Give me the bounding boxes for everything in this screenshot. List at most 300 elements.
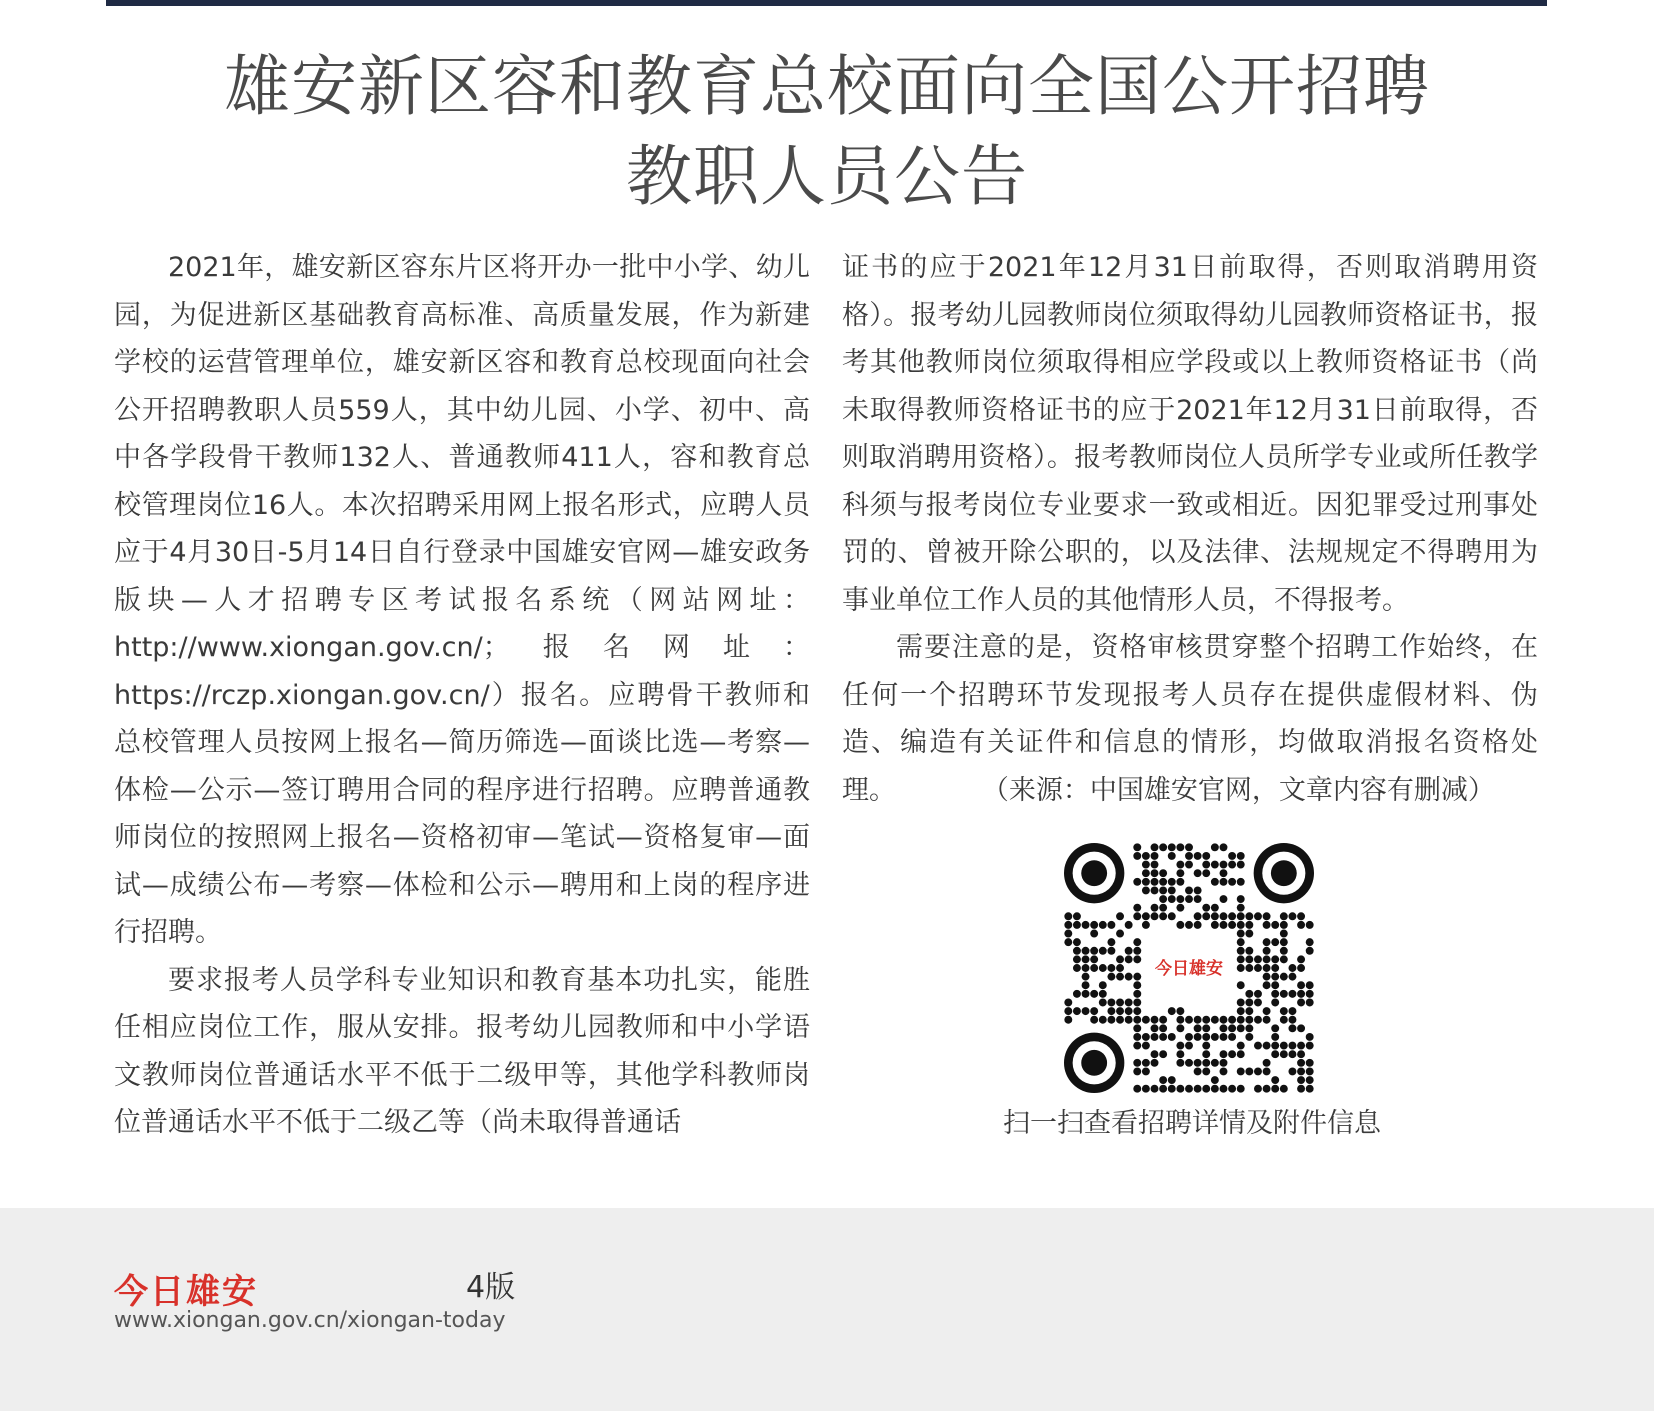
qr-dot <box>1159 895 1167 903</box>
qr-dot <box>1168 1007 1176 1015</box>
qr-dot <box>1064 1016 1072 1024</box>
qr-dot <box>1220 895 1228 903</box>
qr-dot <box>1176 1024 1184 1032</box>
qr-code[interactable] <box>1064 843 1314 1093</box>
qr-dot <box>1297 1085 1305 1093</box>
qr-dot <box>1133 1067 1141 1075</box>
qr-dot <box>1263 981 1271 989</box>
qr-dot <box>1263 912 1271 920</box>
qr-dot <box>1194 886 1202 894</box>
qr-dot <box>1142 1033 1150 1041</box>
qr-dot <box>1185 843 1193 851</box>
qr-dot <box>1297 1024 1305 1032</box>
qr-dot <box>1133 973 1141 981</box>
qr-dot <box>1133 1042 1141 1050</box>
qr-dot <box>1151 912 1159 920</box>
qr-dot <box>1306 1042 1314 1050</box>
qr-dot <box>1116 1007 1124 1015</box>
qr-dot <box>1220 843 1228 851</box>
qr-dot <box>1107 973 1115 981</box>
qr-dot <box>1194 1016 1202 1024</box>
qr-dot <box>1125 947 1133 955</box>
qr-dot <box>1271 1024 1279 1032</box>
qr-dot <box>1237 1024 1245 1032</box>
qr-dot <box>1220 912 1228 920</box>
qr-dot <box>1297 964 1305 972</box>
qr-dot <box>1263 955 1271 963</box>
qr-dot <box>1133 852 1141 860</box>
qr-dot <box>1168 886 1176 894</box>
qr-dot <box>1288 1024 1296 1032</box>
qr-dot <box>1107 921 1115 929</box>
qr-dot <box>1185 886 1193 894</box>
qr-dot <box>1116 930 1124 938</box>
qr-dot <box>1237 1050 1245 1058</box>
qr-dot <box>1125 999 1133 1007</box>
top-rule <box>106 0 1547 6</box>
qr-dot <box>1211 843 1219 851</box>
qr-dot <box>1271 938 1279 946</box>
qr-dot <box>1202 869 1210 877</box>
qr-dot <box>1168 1076 1176 1084</box>
qr-dot <box>1159 912 1167 920</box>
qr-code-graphic <box>1064 843 1314 1093</box>
qr-dot <box>1280 912 1288 920</box>
qr-dot <box>1280 973 1288 981</box>
qr-dot <box>1194 1085 1202 1093</box>
qr-dot <box>1133 843 1141 851</box>
qr-dot <box>1263 1042 1271 1050</box>
qr-dot <box>1176 921 1184 929</box>
qr-dot <box>1099 981 1107 989</box>
qr-dot <box>1297 1042 1305 1050</box>
qr-dot <box>1194 852 1202 860</box>
qr-dot <box>1082 964 1090 972</box>
qr-dot <box>1107 964 1115 972</box>
qr-dot <box>1254 1016 1262 1024</box>
paragraph-1: 2021年，雄安新区容东片区将开办一批中小学、幼儿园，为促进新区基础教育高标准、高质量发展，作为新建学校的运营管理单位，雄安新区容和教育总校现面向社会公开招聘教职人员559人，其中幼儿园、小学、初中、高中各学段骨干教师132人、普通教师411人，容和教育总校管理岗位16人。本次招聘采用网上报名形式，应聘人员应于4月30日-5月14日自行登录中国雄安官网—雄安政务版块—人才招聘专区考试报名系统（网站网址：http://www.xiongan.gov.cn/；报名网址：https://rczp.xiongan.gov.cn/）报名。应聘骨干教师和总校管理人员按网上报名—简历筛选—面谈比选—考察—体检—公示—签订聘用合同的程序进行招聘。应聘普通教师岗位的按照网上报名—资格初审—笔试—资格复审—面试—成绩公布—考察—体检和公示—聘用和上岗的程序进行招聘。 <box>114 252 810 948</box>
article-column-right <box>842 244 1538 814</box>
qr-dot <box>1168 1085 1176 1093</box>
qr-dot <box>1082 955 1090 963</box>
qr-dot <box>1237 1085 1245 1093</box>
qr-dot <box>1228 1050 1236 1058</box>
qr-dot <box>1151 1024 1159 1032</box>
qr-dot <box>1280 938 1288 946</box>
qr-dot <box>1194 912 1202 920</box>
qr-dot <box>1185 852 1193 860</box>
qr-dot <box>1168 912 1176 920</box>
qr-dot <box>1288 1016 1296 1024</box>
qr-dot <box>1220 1024 1228 1032</box>
qr-dot <box>1064 930 1072 938</box>
qr-dot <box>1107 938 1115 946</box>
qr-dot <box>1159 1076 1167 1084</box>
qr-dot <box>1090 964 1098 972</box>
qr-dot <box>1194 921 1202 929</box>
qr-dot <box>1116 912 1124 920</box>
qr-dot <box>1288 964 1296 972</box>
qr-dot <box>1263 1085 1271 1093</box>
qr-dot <box>1064 938 1072 946</box>
qr-dot <box>1185 1085 1193 1093</box>
qr-dot <box>1125 921 1133 929</box>
qr-dot <box>1159 886 1167 894</box>
qr-dot <box>1151 904 1159 912</box>
qr-dot <box>1202 1050 1210 1058</box>
qr-dot <box>1220 1050 1228 1058</box>
qr-dot <box>1082 947 1090 955</box>
qr-dot <box>1107 999 1115 1007</box>
qr-dot <box>1306 947 1314 955</box>
qr-dot <box>1151 1059 1159 1067</box>
qr-dot <box>1228 1016 1236 1024</box>
qr-dot <box>1185 1016 1193 1024</box>
qr-dot <box>1133 1007 1141 1015</box>
qr-dot <box>1090 947 1098 955</box>
qr-dot <box>1202 1085 1210 1093</box>
qr-dot <box>1254 1067 1262 1075</box>
qr-dot <box>1306 1076 1314 1084</box>
qr-dot <box>1263 1016 1271 1024</box>
qr-dot <box>1245 955 1253 963</box>
qr-dot <box>1159 843 1167 851</box>
qr-dot <box>1142 1059 1150 1067</box>
qr-dot <box>1237 878 1245 886</box>
qr-dot <box>1176 878 1184 886</box>
qr-dot <box>1245 947 1253 955</box>
qr-dot <box>1099 964 1107 972</box>
qr-dot <box>1151 861 1159 869</box>
paragraph-3 <box>842 624 1538 814</box>
qr-dot <box>1064 921 1072 929</box>
qr-dot <box>1263 938 1271 946</box>
qr-dot <box>1159 869 1167 877</box>
paragraph-2-start: 要求报考人员学科专业知识和教育基本功扎实，能胜任相应岗位工作，服从安排。报考幼儿园教师和中小学语文教师岗位普通话水平不低于二级甲等，其他学科教师岗位普通话水平不低于二级乙等（尚未取得普通话 <box>114 964 810 1138</box>
qr-dot <box>1142 886 1150 894</box>
qr-dot <box>1306 938 1314 946</box>
qr-dot <box>1263 921 1271 929</box>
qr-dot <box>1176 869 1184 877</box>
qr-dot <box>1245 999 1253 1007</box>
qr-dot <box>1237 852 1245 860</box>
qr-dot <box>1133 990 1141 998</box>
qr-dot <box>1271 1042 1279 1050</box>
qr-dot <box>1133 904 1141 912</box>
qr-dot <box>1142 912 1150 920</box>
qr-dot <box>1073 990 1081 998</box>
qr-dot <box>1064 1007 1072 1015</box>
qr-dot <box>1202 1016 1210 1024</box>
qr-dot <box>1133 999 1141 1007</box>
qr-dot <box>1228 878 1236 886</box>
qr-dot <box>1245 1016 1253 1024</box>
qr-dot <box>1099 947 1107 955</box>
qr-dot <box>1142 852 1150 860</box>
qr-dot <box>1228 1085 1236 1093</box>
qr-dot <box>1125 1007 1133 1015</box>
qr-dot <box>1168 1033 1176 1041</box>
qr-dot <box>1237 921 1245 929</box>
qr-dot <box>1194 1033 1202 1041</box>
qr-dot <box>1159 878 1167 886</box>
qr-dot <box>1237 895 1245 903</box>
qr-dot <box>1280 921 1288 929</box>
qr-dot <box>1185 895 1193 903</box>
qr-dot <box>1280 1007 1288 1015</box>
qr-dot <box>1228 852 1236 860</box>
qr-dot <box>1297 921 1305 929</box>
qr-dot <box>1090 930 1098 938</box>
qr-dot <box>1245 990 1253 998</box>
qr-dot <box>1245 1033 1253 1041</box>
qr-dot <box>1202 1033 1210 1041</box>
qr-dot <box>1288 1067 1296 1075</box>
qr-caption: 扫一扫查看招聘详情及附件信息 <box>1003 1108 1381 1139</box>
qr-dot <box>1133 1024 1141 1032</box>
qr-dot <box>1168 895 1176 903</box>
article-column-left <box>114 244 810 1147</box>
qr-dot <box>1228 1024 1236 1032</box>
qr-dot <box>1237 1007 1245 1015</box>
qr-dot <box>1151 1016 1159 1024</box>
qr-dot <box>1263 947 1271 955</box>
qr-dot <box>1168 878 1176 886</box>
qr-dot <box>1297 1067 1305 1075</box>
qr-dot <box>1125 973 1133 981</box>
qr-dot <box>1211 1033 1219 1041</box>
qr-dot <box>1271 921 1279 929</box>
qr-dot <box>1237 1042 1245 1050</box>
qr-dot <box>1133 955 1141 963</box>
qr-dot <box>1151 852 1159 860</box>
qr-dot <box>1271 1033 1279 1041</box>
paragraph-2-end: 证书的应于2021年12月31日前取得，否则取消聘用资格）。报考幼儿园教师岗位须取得幼儿园教师资格证书，报考其他教师岗位须取得相应学段或以上教师资格证书（尚未取得教师资格证书的应于2021年12月31日前取得，否则取消聘用资格）。报考教师岗位人员所学专业或所任教学科须与报考岗位专业要求一致或相近。因犯罪受过刑事处罚的、曾被开除公职的，以及法律、法规规定不得聘用为事业单位工作人员的其他情形人员，不得报考。 <box>842 252 1538 616</box>
qr-finder-pattern <box>1081 1050 1107 1076</box>
qr-dot <box>1271 1050 1279 1058</box>
qr-dot <box>1288 912 1296 920</box>
qr-dot <box>1306 1059 1314 1067</box>
qr-dot <box>1263 1007 1271 1015</box>
qr-dot <box>1142 878 1150 886</box>
qr-dot <box>1237 1067 1245 1075</box>
footer-url[interactable]: www.xiongan.gov.cn/xiongan-today <box>114 1308 506 1333</box>
qr-dot <box>1107 1016 1115 1024</box>
qr-dot <box>1099 990 1107 998</box>
title-line-2: 教职人员公告 <box>626 138 1028 215</box>
qr-dot <box>1237 861 1245 869</box>
qr-dot <box>1082 981 1090 989</box>
qr-dot <box>1245 921 1253 929</box>
qr-dot <box>1228 912 1236 920</box>
qr-dot <box>1090 1007 1098 1015</box>
qr-dot <box>1202 852 1210 860</box>
qr-dot <box>1125 1016 1133 1024</box>
qr-dot <box>1090 990 1098 998</box>
qr-dot <box>1194 1024 1202 1032</box>
qr-dot <box>1176 1085 1184 1093</box>
qr-dot <box>1090 1016 1098 1024</box>
qr-dot <box>1073 938 1081 946</box>
qr-dot <box>1151 869 1159 877</box>
qr-dot <box>1107 1007 1115 1015</box>
qr-dot <box>1073 1007 1081 1015</box>
qr-dot <box>1288 1042 1296 1050</box>
qr-dot <box>1151 878 1159 886</box>
qr-dot <box>1211 1059 1219 1067</box>
qr-dot <box>1064 999 1072 1007</box>
qr-dot <box>1082 921 1090 929</box>
footer <box>0 1208 1654 1411</box>
qr-dot <box>1168 843 1176 851</box>
qr-dot <box>1185 921 1193 929</box>
qr-dot <box>1176 843 1184 851</box>
qr-dot <box>1211 878 1219 886</box>
qr-dot <box>1211 921 1219 929</box>
qr-dot <box>1297 990 1305 998</box>
qr-dot <box>1211 861 1219 869</box>
qr-dot <box>1271 999 1279 1007</box>
qr-dot <box>1271 955 1279 963</box>
qr-dot <box>1245 1067 1253 1075</box>
qr-dot <box>1237 904 1245 912</box>
qr-dot <box>1142 1016 1150 1024</box>
qr-dot <box>1271 973 1279 981</box>
qr-dot <box>1220 869 1228 877</box>
qr-dot <box>1211 1016 1219 1024</box>
qr-dot <box>1211 904 1219 912</box>
qr-dot <box>1133 878 1141 886</box>
qr-dot <box>1288 1050 1296 1058</box>
qr-dot <box>1073 955 1081 963</box>
qr-dot <box>1280 947 1288 955</box>
source-note <box>896 775 982 806</box>
qr-dot <box>1237 981 1245 989</box>
edition-label: 4版 <box>466 1270 516 1305</box>
qr-dot <box>1297 912 1305 920</box>
qr-dot <box>1116 1016 1124 1024</box>
page-title <box>0 42 1654 222</box>
qr-dot <box>1288 973 1296 981</box>
qr-dot <box>1211 1085 1219 1093</box>
qr-dot <box>1306 999 1314 1007</box>
qr-dot <box>1133 1085 1141 1093</box>
qr-dot <box>1220 1085 1228 1093</box>
qr-dot <box>1159 904 1167 912</box>
qr-dot <box>1151 1033 1159 1041</box>
qr-dot <box>1220 921 1228 929</box>
qr-dot <box>1176 904 1184 912</box>
qr-dot <box>1099 921 1107 929</box>
qr-dot <box>1245 930 1253 938</box>
qr-dot <box>1245 1024 1253 1032</box>
qr-dot <box>1263 1067 1271 1075</box>
qr-dot <box>1116 964 1124 972</box>
qr-dot <box>1306 921 1314 929</box>
qr-dot <box>1297 1050 1305 1058</box>
qr-dot <box>1082 973 1090 981</box>
qr-dot <box>1237 912 1245 920</box>
qr-dot <box>1151 843 1159 851</box>
qr-dot <box>1202 1067 1210 1075</box>
qr-dot <box>1133 938 1141 946</box>
qr-dot <box>1142 1042 1150 1050</box>
qr-dot <box>1254 912 1262 920</box>
qr-logo-text: 今日雄安 <box>1155 959 1223 979</box>
qr-dot <box>1151 1050 1159 1058</box>
qr-dot <box>1202 912 1210 920</box>
qr-dot <box>1254 1085 1262 1093</box>
qr-dot <box>1142 861 1150 869</box>
qr-dot <box>1090 921 1098 929</box>
qr-dot <box>1280 1050 1288 1058</box>
qr-dot <box>1211 912 1219 920</box>
qr-dot <box>1194 869 1202 877</box>
qr-dot <box>1297 981 1305 989</box>
qr-dot <box>1090 955 1098 963</box>
qr-dot <box>1142 921 1150 929</box>
qr-dot <box>1142 869 1150 877</box>
qr-dot <box>1306 1067 1314 1075</box>
qr-dot <box>1159 1085 1167 1093</box>
qr-dot <box>1142 1085 1150 1093</box>
qr-dot <box>1202 1024 1210 1032</box>
qr-dot <box>1185 1033 1193 1041</box>
qr-dot <box>1082 1007 1090 1015</box>
qr-dot <box>1254 990 1262 998</box>
qr-dot <box>1194 1067 1202 1075</box>
qr-dot <box>1133 912 1141 920</box>
qr-dot <box>1288 990 1296 998</box>
qr-dot <box>1228 1033 1236 1041</box>
qr-dot <box>1228 861 1236 869</box>
qr-dot <box>1133 1033 1141 1041</box>
qr-dot <box>1237 930 1245 938</box>
qr-dot <box>1176 1042 1184 1050</box>
qr-dot <box>1176 1016 1184 1024</box>
qr-dot <box>1220 878 1228 886</box>
qr-dot <box>1228 921 1236 929</box>
qr-dot <box>1185 1059 1193 1067</box>
qr-dot <box>1159 1024 1167 1032</box>
qr-dot <box>1271 1085 1279 1093</box>
qr-dot <box>1280 1042 1288 1050</box>
qr-dot <box>1280 990 1288 998</box>
qr-dot <box>1237 947 1245 955</box>
qr-dot <box>1220 1016 1228 1024</box>
qr-dot <box>1194 1059 1202 1067</box>
qr-dot <box>1280 1016 1288 1024</box>
qr-dot <box>1306 1085 1314 1093</box>
qr-dot <box>1280 930 1288 938</box>
qr-dot <box>1073 912 1081 920</box>
source-text: （来源：中国雄安官网，文章内容有删减） <box>981 774 1495 806</box>
qr-dot <box>1254 999 1262 1007</box>
qr-dot <box>1306 990 1314 998</box>
qr-dot <box>1116 999 1124 1007</box>
qr-dot <box>1254 964 1262 972</box>
qr-dot <box>1245 1007 1253 1015</box>
qr-dot <box>1159 1050 1167 1058</box>
qr-dot <box>1133 981 1141 989</box>
qr-dot <box>1220 861 1228 869</box>
qr-dot <box>1142 1067 1150 1075</box>
qr-dot <box>1211 1076 1219 1084</box>
qr-dot <box>1176 1059 1184 1067</box>
qr-dot <box>1133 1059 1141 1067</box>
qr-dot <box>1297 999 1305 1007</box>
qr-dot <box>1237 955 1245 963</box>
